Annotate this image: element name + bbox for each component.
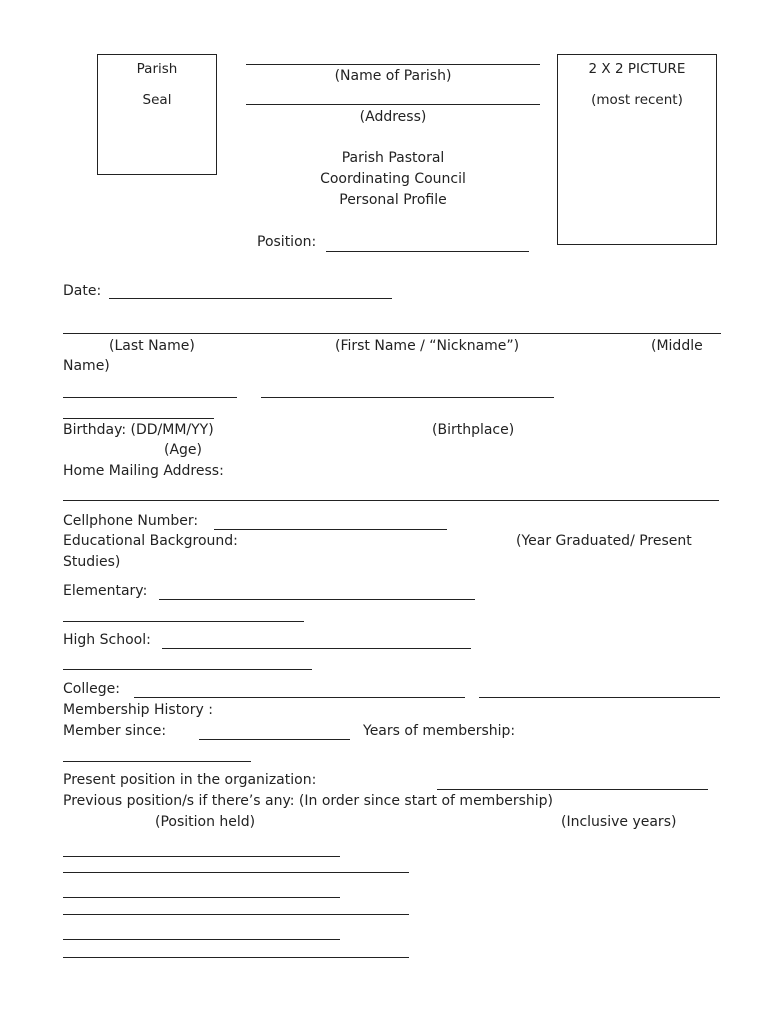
home-address-label: Home Mailing Address: [63,463,224,479]
position-field[interactable] [326,251,529,252]
parish-name-line[interactable] [246,64,540,65]
years-membership-field[interactable] [63,761,251,762]
middle-name-caption-cont: Name) [63,358,110,374]
elementary-year-field[interactable] [63,621,304,622]
member-since-label: Member since: [63,723,167,739]
parish-seal-box [97,54,217,175]
elementary-field[interactable] [159,599,475,600]
picture-label-line1: 2 X 2 PICTURE [588,61,686,77]
position-held-caption: (Position held) [155,814,256,830]
birthplace-field[interactable] [261,397,554,398]
high-school-field[interactable] [162,648,471,649]
position-held-field-1[interactable] [63,856,340,857]
position-label: Position: [257,234,317,250]
birthday-caption: Birthday: (DD/MM/YY) [63,422,214,438]
high-school-label: High School: [63,632,151,648]
parish-address-caption: (Address) [359,109,427,125]
cellphone-label: Cellphone Number: [63,513,199,529]
member-since-field[interactable] [199,739,350,740]
date-field[interactable] [109,298,392,299]
elementary-label: Elementary: [63,583,148,599]
home-address-field[interactable] [63,500,719,501]
college-label: College: [63,681,120,697]
age-caption: (Age) [164,442,203,458]
year-graduated-caption: (Year Graduated/ Present [516,533,692,549]
name-field[interactable] [63,333,721,334]
position-held-field-3[interactable] [63,939,340,940]
picture-box [557,54,717,245]
college-field[interactable] [134,697,465,698]
previous-positions-label: Previous position/s if there’s any: (In order since start of membership) [63,793,553,809]
middle-name-caption: (Middle [651,338,703,354]
form-title-line1: Parish Pastoral [341,150,445,166]
seal-label-line2: Seal [142,92,172,108]
form-title-line2: Coordinating Council [320,171,466,187]
cellphone-field[interactable] [214,529,447,530]
parish-address-line[interactable] [246,104,540,105]
inclusive-years-caption: (Inclusive years) [561,814,677,830]
education-label: Educational Background: [63,533,238,549]
inclusive-years-field-3[interactable] [63,957,409,958]
first-name-caption: (First Name / “Nickname”) [335,338,520,354]
years-membership-label: Years of membership: [363,723,516,739]
inclusive-years-field-1[interactable] [63,872,409,873]
date-label: Date: [63,283,102,299]
membership-history-label: Membership History : [63,702,213,718]
inclusive-years-field-2[interactable] [63,914,409,915]
college-year-field[interactable] [479,697,720,698]
high-school-year-field[interactable] [63,669,312,670]
position-held-field-2[interactable] [63,897,340,898]
picture-label-line2: (most recent) [591,92,683,108]
birthplace-caption: (Birthplace) [432,422,515,438]
present-position-field[interactable] [437,789,708,790]
last-name-caption: (Last Name) [109,338,195,354]
parish-name-caption: (Name of Parish) [334,68,452,84]
studies-caption: Studies) [63,554,121,570]
birthday-field[interactable] [63,397,237,398]
form-title-line3: Personal Profile [339,192,447,208]
seal-label-line1: Parish [136,61,178,77]
age-field[interactable] [63,418,214,419]
present-position-label: Present position in the organization: [63,772,317,788]
